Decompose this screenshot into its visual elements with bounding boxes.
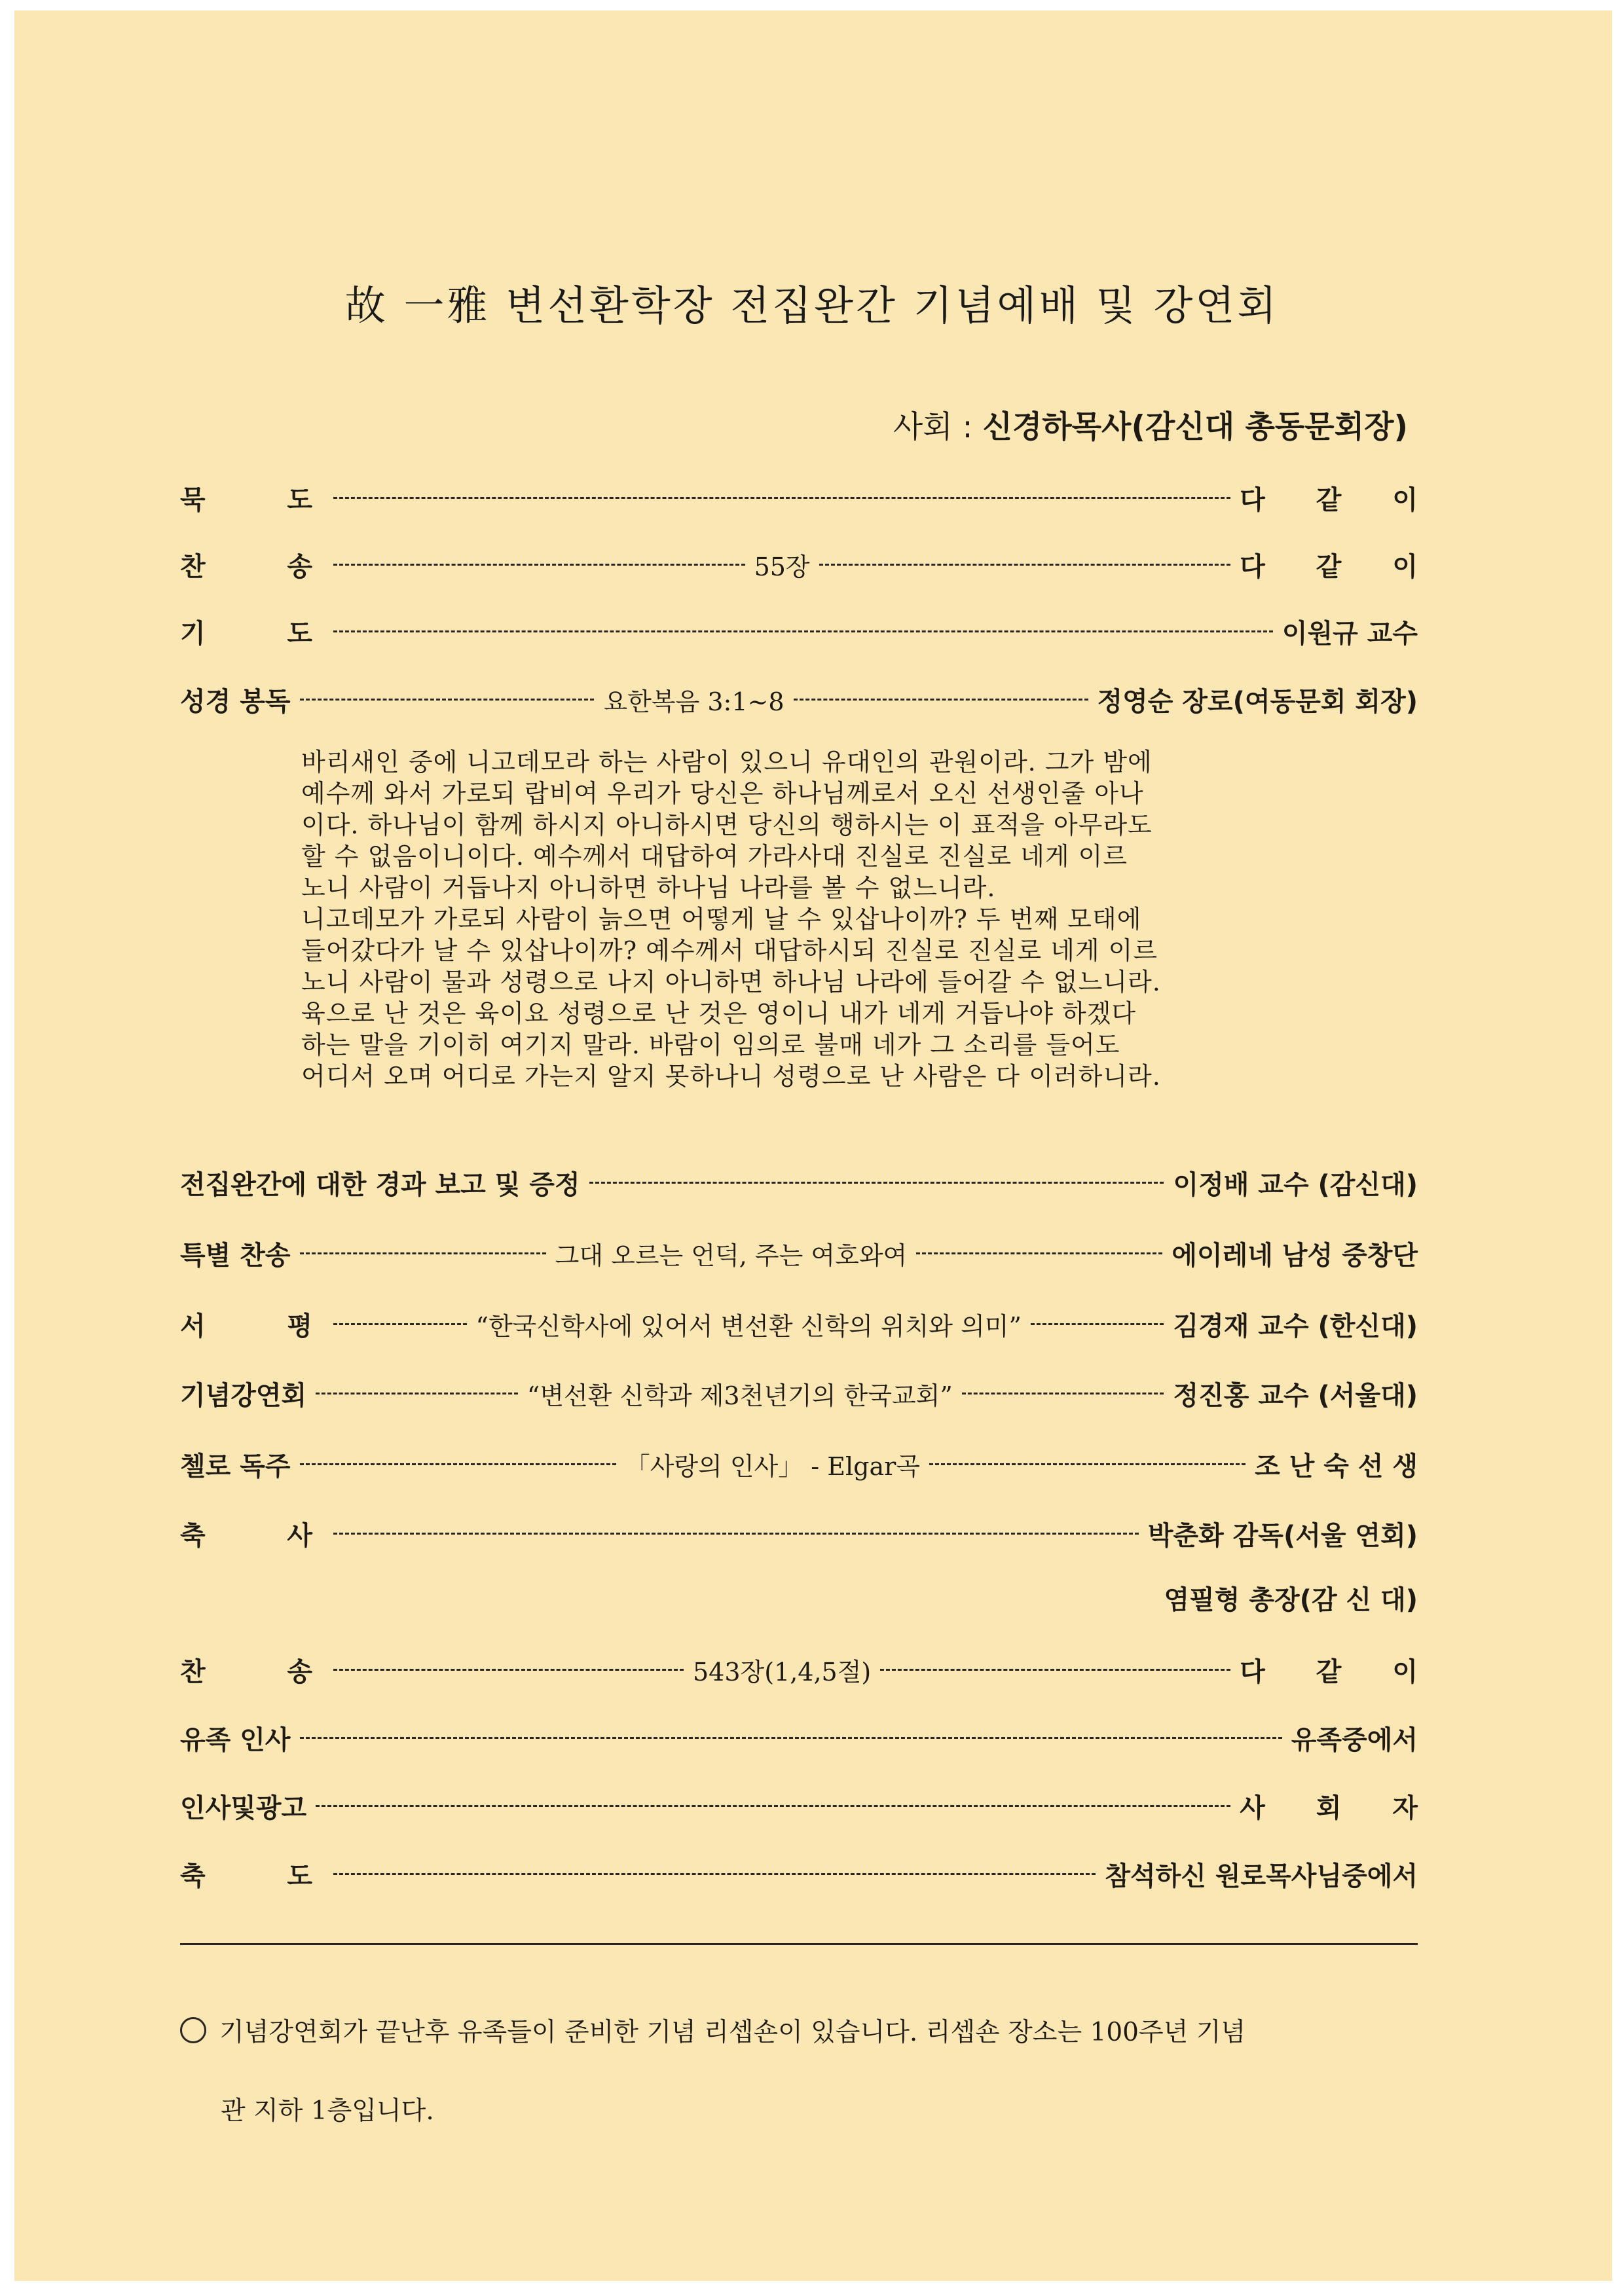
program-item: “한국신학사에 있어서 변선환 신학의 위치와 의미” xyxy=(475,1311,1022,1341)
program-label: 특별 찬송 xyxy=(180,1240,291,1271)
dotted-leader xyxy=(1031,1323,1164,1325)
program-performer: 에이레네 남성 중창단 xyxy=(1172,1240,1418,1271)
scripture-line: 들어갔다가 날 수 있삽나이까? 예수께서 대답하시되 진실로 진실로 네게 이르 xyxy=(301,936,1158,965)
scripture-line: 노니 사람이 물과 성령으로 나지 아니하면 하나님 나라에 들어갈 수 없느니라. xyxy=(301,968,1161,996)
note-line: 기념강연회가 끝난후 유족들이 준비한 기념 리셉숀이 있습니다. 리셉숀 장소는 100주년 기념 xyxy=(219,2018,1246,2047)
dotted-leader xyxy=(916,1252,1162,1254)
program-label: 축 사 xyxy=(180,1520,312,1551)
dotted-leader xyxy=(794,699,1088,701)
program-label: 기 도 xyxy=(180,618,312,649)
host-line xyxy=(893,403,1408,446)
dotted-leader xyxy=(333,1873,1096,1875)
dotted-leader xyxy=(316,1805,1230,1807)
program-performer: 김경재 교수 (한신대) xyxy=(1173,1311,1418,1341)
program-label: 성경 봉독 xyxy=(180,686,291,717)
program-item: “변선환 신학과 제3천년기의 한국교회” xyxy=(526,1381,953,1410)
program-performer: 다 같 이 xyxy=(1240,484,1439,515)
program-label: 기념강연회 xyxy=(180,1380,307,1411)
document-sheet xyxy=(14,10,1612,2281)
dotted-leader xyxy=(300,1252,546,1254)
program-row-hymn-1 xyxy=(180,543,1439,585)
program-performer: 다 같 이 xyxy=(1240,551,1439,582)
program-label: 유족 인사 xyxy=(180,1724,291,1755)
program-row-cello-solo xyxy=(180,1443,1418,1485)
dotted-leader xyxy=(333,1669,684,1671)
program-row-prayer xyxy=(180,610,1418,652)
dotted-leader xyxy=(589,1182,1164,1184)
program-performer: 사 회 자 xyxy=(1240,1793,1439,1823)
program-performer: 이정배 교수 (감신대) xyxy=(1173,1169,1418,1200)
program-label: 묵 도 xyxy=(180,484,312,515)
program-performer-extra: 염필형 총장(감 신 대) xyxy=(1164,1585,1418,1615)
program-row-report xyxy=(180,1161,1418,1203)
program-item: 「사랑의 인사」 - Elgar곡 xyxy=(625,1451,920,1481)
program-performer: 이원규 교수 xyxy=(1282,618,1418,649)
scripture-line: 예수께 와서 가로되 랍비여 우리가 당신은 하나님께로서 오신 선생인줄 아나 xyxy=(301,779,1144,808)
program-item: 55장 xyxy=(754,552,810,581)
program-performer: 정진홍 교수 (서울대) xyxy=(1173,1380,1418,1411)
program-label: 찬 송 xyxy=(180,551,312,582)
program-label: 축 도 xyxy=(180,1861,312,1891)
program-performer: 정영순 장로(여동문회 회장) xyxy=(1097,686,1418,717)
scripture-line: 니고데모가 가로되 사람이 늙으면 어떻게 날 수 있삽나이까? 두 번째 모태에 xyxy=(301,905,1142,934)
program-label: 서 평 xyxy=(180,1311,312,1341)
program-row-hymn-2 xyxy=(180,1649,1439,1690)
program-row-benediction xyxy=(180,1853,1418,1895)
scripture-passage xyxy=(301,746,1283,1092)
scripture-line: 이다. 하나님이 함께 하시지 아니하시면 당신의 행하시는 이 표적을 아무라도 xyxy=(301,811,1153,839)
program-row-review xyxy=(180,1303,1418,1345)
dotted-leader xyxy=(316,1393,518,1394)
scripture-line: 바리새인 중에 니고데모라 하는 사람이 있으니 유대인의 관원이라. 그가 밤에 xyxy=(301,748,1153,776)
program-row-congratulatory xyxy=(180,1512,1418,1554)
scripture-line: 어디서 오며 어디로 가는지 알지 못하나니 성령으로 난 사람은 다 이러하니라. xyxy=(301,1062,1161,1091)
program-label: 인사및광고 xyxy=(180,1793,307,1823)
dotted-leader xyxy=(333,1533,1139,1535)
program-performer: 조 난 숙 선 생 xyxy=(1255,1451,1418,1482)
dotted-leader xyxy=(880,1669,1230,1671)
dotted-leader xyxy=(333,564,745,566)
dotted-leader xyxy=(819,564,1231,566)
program-label: 전집완간에 대한 경과 보고 및 증정 xyxy=(180,1169,580,1200)
program-item: 요한복음 3:1~8 xyxy=(603,687,784,716)
host-label: 사회 : xyxy=(893,409,983,445)
dotted-leader xyxy=(300,699,595,701)
program-item: 543장(1,4,5절) xyxy=(692,1657,872,1686)
dotted-leader xyxy=(929,1463,1246,1465)
divider-rule xyxy=(180,1943,1418,1945)
program-label: 찬 송 xyxy=(180,1656,312,1687)
circle-bullet-icon xyxy=(180,2017,206,2043)
program-row-silent-prayer xyxy=(180,477,1439,519)
program-performer: 다 같 이 xyxy=(1240,1656,1439,1687)
scripture-line: 하는 말을 기이히 여기지 말라. 바람이 임의로 불매 네가 그 소리를 들어도 xyxy=(301,1030,1120,1059)
program-row-announcements xyxy=(180,1785,1439,1827)
dotted-leader xyxy=(962,1393,1164,1394)
program-item: 그대 오르는 언덕, 주는 여호와여 xyxy=(555,1241,908,1270)
program-row-scripture-reading xyxy=(180,678,1418,720)
dotted-leader xyxy=(300,1463,616,1465)
program-label: 첼로 독주 xyxy=(180,1451,291,1482)
note-line: 관 지하 1층입니다. xyxy=(221,2096,434,2126)
page-title: 故 一雅 변선환학장 전집완간 기념예배 및 강연회 xyxy=(344,281,1280,329)
host-name: 신경하목사(감신대 총동문회장) xyxy=(982,409,1408,445)
scripture-line: 육으로 난 것은 육이요 성령으로 난 것은 영이니 내가 네게 거듭나야 하겠다 xyxy=(301,999,1137,1028)
program-performer: 박춘화 감독(서울 연회) xyxy=(1147,1520,1418,1551)
dotted-leader xyxy=(333,497,1230,499)
dotted-leader xyxy=(300,1737,1282,1739)
program-performer: 유족중에서 xyxy=(1291,1724,1418,1755)
scripture-line: 노니 사람이 거듭나지 아니하면 하나님 나라를 볼 수 없느니라. xyxy=(301,873,996,902)
program-row-lecture xyxy=(180,1372,1418,1414)
program-row-family-greeting xyxy=(180,1717,1418,1758)
dotted-leader xyxy=(333,630,1273,632)
scripture-line: 할 수 없음이니이다. 예수께서 대답하여 가라사대 진실로 진실로 네게 이르 xyxy=(301,842,1128,871)
reception-note xyxy=(180,1994,1424,2151)
program-row-special-hymn xyxy=(180,1232,1418,1274)
program-performer: 참석하신 원로목사님중에서 xyxy=(1105,1861,1418,1891)
dotted-leader xyxy=(333,1323,467,1325)
